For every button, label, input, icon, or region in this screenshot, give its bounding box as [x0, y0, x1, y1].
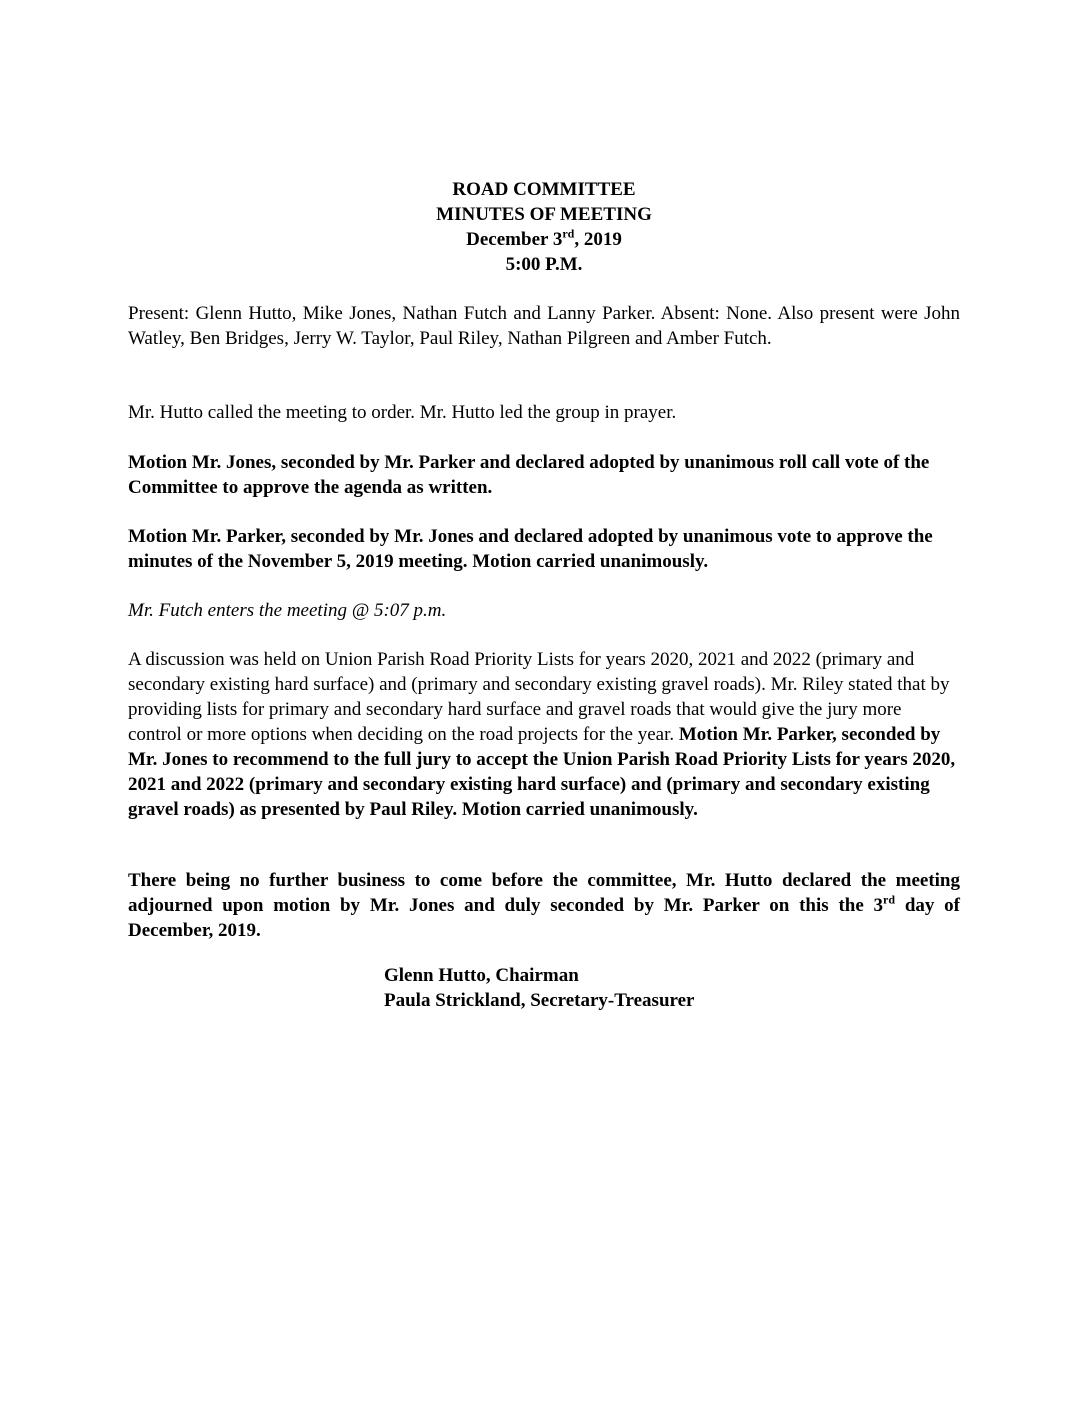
meeting-date-ordinal: rd — [562, 226, 575, 241]
call-to-order-paragraph: Mr. Hutto called the meeting to order. Mr. Hutto led the group in prayer. — [128, 402, 677, 423]
adjournment-text: There being no further business to come before the committee, Mr. Hutto declared the meeting adjourned upon motion by Mr. Jones and duly seconded by Mr. Parker on this the 3 — [128, 870, 960, 916]
motion-minutes-paragraph: Motion Mr. Parker, seconded by Mr. Jones and declared adopted by unanimous vote to approve the minutes of the November 5, 2019 meeting. Motion carried unanimously. — [128, 526, 933, 572]
chairman-signature: Glenn Hutto, Chairman — [384, 965, 579, 986]
futch-enters-paragraph: Mr. Futch enters the meeting @ 5:07 p.m. — [128, 600, 447, 621]
document-header — [0, 177, 1088, 277]
attendance-paragraph: Present: Glenn Hutto, Mike Jones, Nathan Futch and Lanny Parker. Absent: None. Also present were John Watley, Ben Bridges, Jerry W. Taylor, Paul Riley, Nathan Pilgreen and Amber Futch. — [128, 303, 960, 349]
discussion-text: A discussion was held on Union Parish Road Priority Lists for years 2020, 2021 and 2022 (primary and secondary existing hard surface) and (primary and secondary existing gravel roads). Mr. Riley stated that by providing lists for primary and secondary hard surface and gravel roads that would give the jury more control or more options when deciding on the road projects for the year. — [128, 649, 950, 745]
discussion-motion: Motion Mr. Parker, seconded by Mr. Jones to recommend to the full jury to accept the Union Parish Road Priority Lists for years 2020, 2021 and 2022 (primary and secondary existing hard surface) and (primary and secondary existing gravel roads) as presented by Paul Riley. Motion carried unanimously. — [128, 724, 956, 820]
adjournment-date: day of December, 2019. — [128, 895, 960, 941]
motion-agenda-paragraph: Motion Mr. Jones, seconded by Mr. Parker and declared adopted by unanimous roll call vote of the Committee to approve the agenda as written. — [128, 452, 930, 498]
meeting-date — [0, 227, 1088, 252]
minutes-title: MINUTES OF MEETING — [436, 204, 652, 225]
adjournment-paragraph — [128, 868, 960, 943]
adjournment-ordinal: rd — [883, 892, 896, 907]
signature-block — [384, 963, 694, 1013]
secretary-signature: Paula Strickland, Secretary-Treasurer — [384, 990, 695, 1011]
meeting-date-year: , 2019 — [574, 229, 622, 250]
meeting-time: 5:00 P.M. — [505, 254, 583, 275]
meeting-date-main: December 3 — [466, 229, 563, 250]
discussion-paragraph — [128, 647, 960, 822]
committee-title: ROAD COMMITTEE — [452, 179, 636, 200]
